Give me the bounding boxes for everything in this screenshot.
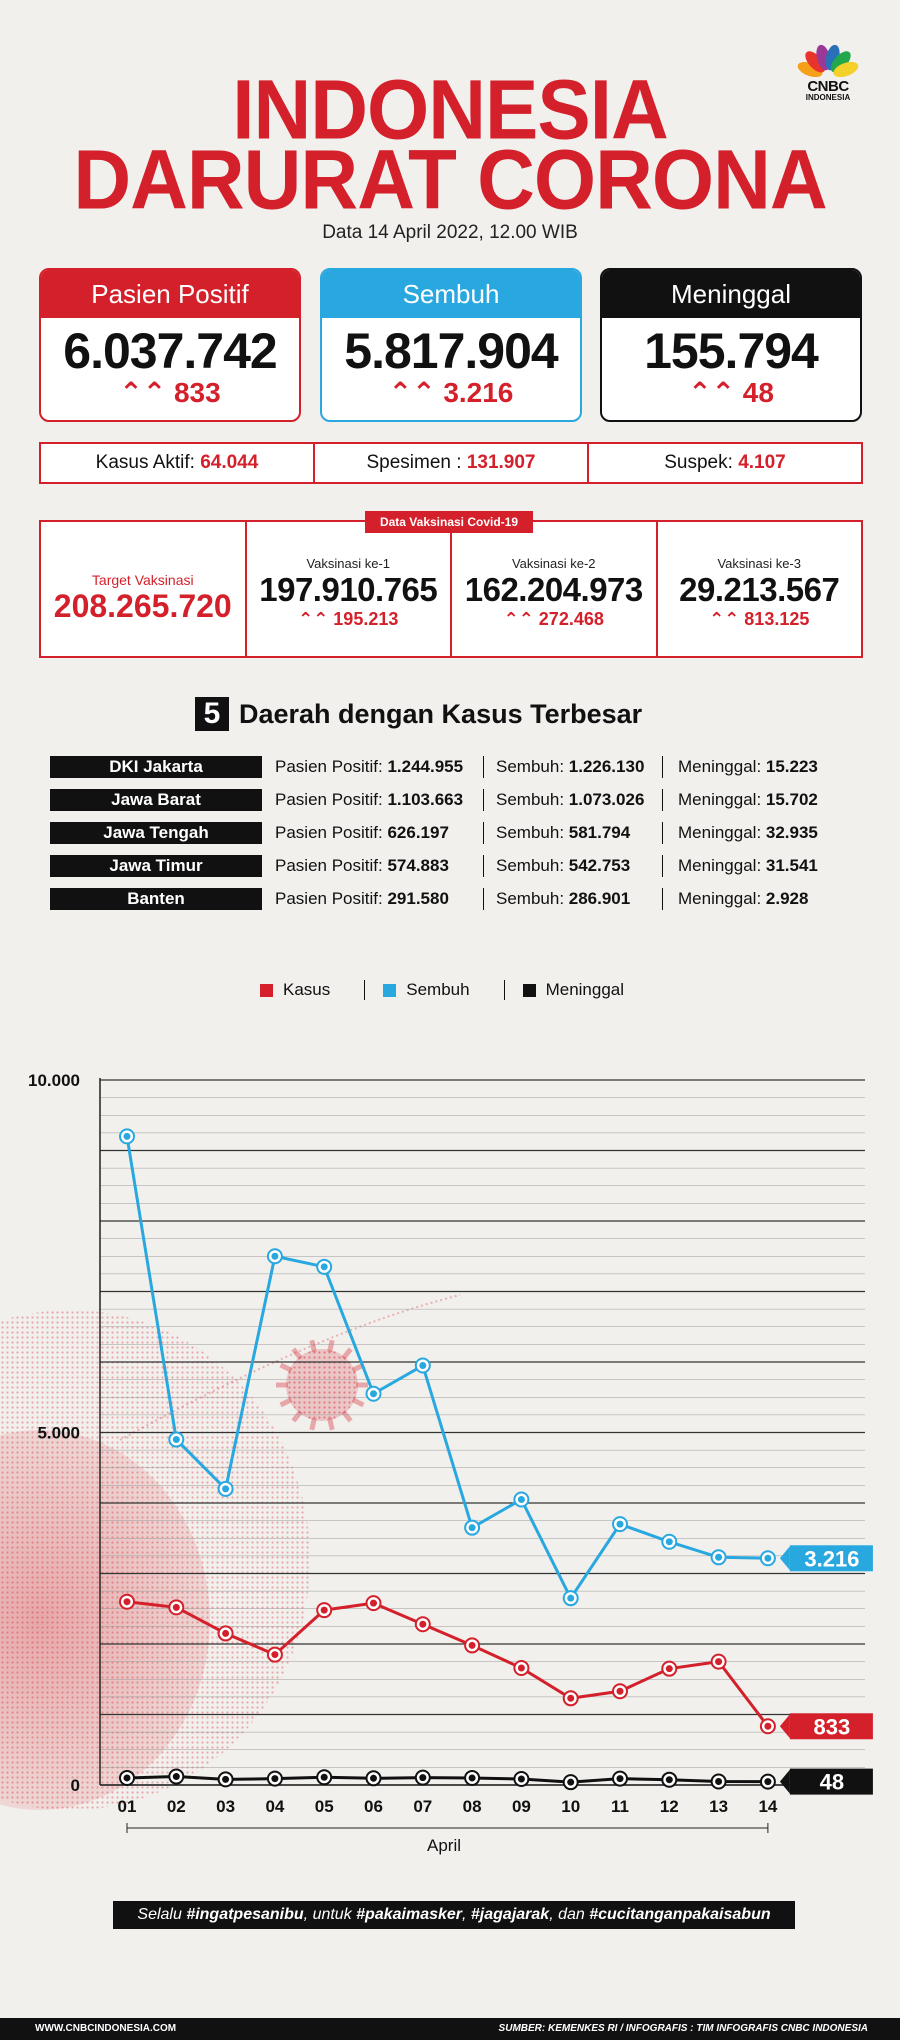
region-label: Pasien Positif:	[275, 823, 388, 842]
region-row	[50, 822, 860, 844]
data-point-kasus	[613, 1684, 627, 1698]
region-divider	[483, 789, 484, 811]
region-value: 581.794	[568, 823, 631, 842]
data-point-sembuh	[219, 1482, 233, 1496]
data-point-meninggal	[662, 1773, 676, 1787]
dose-delta-value: 195.213	[333, 609, 399, 629]
data-point-kasus	[514, 1661, 528, 1675]
dose-delta-value: 272.468	[538, 609, 604, 629]
region-name: Jawa Tengah	[50, 822, 262, 844]
data-point-meninggal	[367, 1771, 381, 1785]
data-point-sembuh	[169, 1433, 183, 1447]
region-divider	[662, 822, 663, 844]
regions-number: 5	[195, 697, 229, 731]
data-point-sembuh	[613, 1517, 627, 1531]
legend-item-sembuh	[383, 980, 469, 1000]
region-meninggal	[678, 855, 818, 877]
end-label-text: 3.216	[804, 1546, 860, 1572]
stat-value: 6.037.742	[63, 323, 277, 379]
summary-strip	[39, 442, 863, 484]
region-row	[50, 789, 860, 811]
dose-value: 162.204.973	[464, 571, 643, 608]
region-sembuh	[496, 888, 630, 910]
region-value: 1.226.130	[568, 757, 645, 776]
region-sembuh	[496, 822, 630, 844]
region-value: 542.753	[568, 856, 631, 875]
data-point-sembuh	[465, 1521, 479, 1535]
region-value: 15.223	[765, 757, 818, 776]
stat-box-sembuh	[320, 268, 582, 422]
region-label: Sembuh:	[496, 889, 569, 908]
dose-delta	[452, 609, 656, 630]
summary-value: 64.044	[200, 452, 259, 473]
data-date: Data 14 April 2022, 12.00 WIB	[322, 222, 578, 243]
dose-label: Vaksinasi ke-1	[306, 556, 391, 571]
region-meninggal	[678, 888, 808, 910]
region-value: 1.103.663	[387, 790, 464, 809]
legend-item-kasus	[260, 980, 330, 1000]
title-line-2: DARURAT CORONA	[73, 132, 827, 227]
double-chevron-up-icon: ⌃⌃	[298, 609, 329, 629]
dose-delta-value: 813.125	[744, 609, 810, 629]
x-tick-label: 01	[117, 1797, 137, 1816]
region-meninggal	[678, 789, 818, 811]
data-point-sembuh	[662, 1535, 676, 1549]
hashtag: #jagajarak	[470, 1906, 550, 1923]
x-tick-label: 10	[561, 1797, 581, 1816]
slogan-bar	[113, 1901, 795, 1929]
region-divider	[483, 756, 484, 778]
data-point-kasus	[465, 1638, 479, 1652]
stat-value: 5.817.904	[344, 323, 558, 379]
region-label: Sembuh:	[496, 757, 569, 776]
region-value: 1.244.955	[387, 757, 464, 776]
x-tick-label: 05	[314, 1797, 334, 1816]
data-point-kasus	[169, 1600, 183, 1614]
slogan-text: ,	[462, 1906, 471, 1923]
data-point-kasus	[120, 1595, 134, 1609]
stat-label: Meninggal	[602, 270, 860, 318]
data-point-meninggal	[317, 1770, 331, 1784]
legend-label: Kasus	[283, 980, 331, 999]
x-tick-label: 02	[166, 1797, 186, 1816]
summary-value: 4.107	[738, 452, 786, 473]
region-label: Meninggal:	[678, 757, 766, 776]
summary-value: 131.907	[466, 452, 536, 473]
chart-legend	[260, 978, 624, 1002]
region-label: Pasien Positif:	[275, 790, 388, 809]
region-value: 1.073.026	[568, 790, 645, 809]
legend-swatch	[260, 984, 273, 997]
legend-divider	[504, 980, 505, 1000]
end-label-meninggal	[780, 1769, 873, 1795]
logo-subtext: INDONESIA	[805, 93, 851, 102]
summary-label: Suspek:	[664, 452, 739, 473]
data-point-meninggal	[514, 1772, 528, 1786]
region-positif	[275, 888, 449, 910]
data-point-kasus	[761, 1719, 775, 1733]
regions-heading	[195, 696, 642, 732]
dose-delta	[658, 609, 862, 630]
x-tick-label: 12	[659, 1797, 679, 1816]
region-value: 32.935	[765, 823, 818, 842]
x-tick-label: 06	[364, 1797, 383, 1816]
region-positif	[275, 855, 449, 877]
region-divider	[483, 888, 484, 910]
stat-delta-value: 833	[173, 377, 221, 408]
slogan-text: , untuk	[303, 1906, 357, 1923]
x-tick-label: 13	[709, 1797, 729, 1816]
summary-label: Kasus Aktif:	[95, 452, 201, 473]
region-row	[50, 888, 860, 910]
stat-delta-value: 3.216	[443, 377, 514, 408]
data-point-sembuh	[317, 1260, 331, 1274]
x-axis-label: April	[426, 1836, 462, 1855]
stat-value: 155.794	[644, 323, 818, 379]
region-sembuh	[496, 855, 630, 877]
region-positif	[275, 789, 463, 811]
data-point-kasus	[367, 1596, 381, 1610]
data-point-kasus	[416, 1617, 430, 1631]
region-divider	[662, 789, 663, 811]
legend-divider	[364, 980, 365, 1000]
region-positif	[275, 822, 449, 844]
region-label: Meninggal:	[678, 823, 766, 842]
data-point-kasus	[662, 1662, 676, 1676]
data-point-kasus	[219, 1626, 233, 1640]
footer-source: SUMBER: KEMENKES RI / INFOGRAFIS : TIM INFOGRAFIS CNBC INDONESIA	[498, 2023, 868, 2034]
data-point-meninggal	[465, 1771, 479, 1785]
data-point-sembuh	[712, 1550, 726, 1564]
region-label: Meninggal:	[678, 856, 766, 875]
stat-label: Sembuh	[322, 270, 580, 318]
double-chevron-up-icon: ⌃⌃	[709, 609, 740, 629]
region-value: 31.541	[765, 856, 818, 875]
x-tick-label: 07	[413, 1797, 433, 1816]
region-divider	[483, 855, 484, 877]
vaccination-panel	[39, 520, 863, 658]
data-point-kasus	[268, 1648, 282, 1662]
slogan-text: Selalu	[137, 1906, 187, 1923]
region-value: 15.702	[765, 790, 818, 809]
hashtag: #pakaimasker	[356, 1906, 463, 1923]
region-sembuh	[496, 789, 644, 811]
region-label: Meninggal:	[678, 889, 766, 908]
slogan-text: , dan	[549, 1906, 590, 1923]
legend-label: Meninggal	[545, 980, 625, 999]
region-value: 626.197	[387, 823, 449, 842]
stat-delta	[322, 378, 580, 408]
summary-label: Spesimen :	[366, 452, 467, 473]
dose-delta	[247, 609, 451, 630]
x-tick-label: 08	[462, 1797, 482, 1816]
stat-delta	[41, 378, 299, 408]
x-tick-label: 04	[265, 1797, 285, 1816]
data-point-sembuh	[514, 1492, 528, 1506]
data-point-sembuh	[416, 1359, 430, 1373]
hashtag: #cucitanganpakaisabun	[589, 1906, 771, 1923]
summary-kasus-aktif	[41, 444, 315, 482]
data-point-sembuh	[268, 1249, 282, 1263]
region-label: Meninggal:	[678, 790, 766, 809]
region-divider	[662, 888, 663, 910]
end-label-sembuh	[780, 1545, 873, 1571]
target-value: 208.265.720	[53, 588, 232, 624]
y-tick-label: 0	[70, 1776, 80, 1795]
region-label: Pasien Positif:	[275, 889, 388, 908]
virus-background-decoration	[0, 1295, 460, 1810]
legend-swatch	[523, 984, 536, 997]
data-point-kasus	[317, 1603, 331, 1617]
region-name: Jawa Barat	[50, 789, 262, 811]
x-tick-label: 11	[611, 1797, 629, 1816]
data-point-meninggal	[268, 1772, 282, 1786]
region-value: 286.901	[568, 889, 631, 908]
vaccination-target	[41, 522, 247, 656]
data-point-sembuh	[120, 1129, 134, 1143]
logo-text: CNBC	[807, 78, 849, 95]
footer-website-link[interactable]: WWW.CNBCINDONESIA.COM	[35, 2023, 177, 2034]
region-label: Pasien Positif:	[275, 856, 388, 875]
region-meninggal	[678, 822, 818, 844]
double-chevron-up-icon: ⌃⌃	[119, 377, 167, 408]
region-row	[50, 855, 860, 877]
dose-value: 29.213.567	[679, 571, 840, 608]
data-point-meninggal	[761, 1775, 775, 1789]
region-label: Pasien Positif:	[275, 757, 388, 776]
region-value: 2.928	[765, 889, 809, 908]
legend-label: Sembuh	[406, 980, 470, 999]
stat-label: Pasien Positif	[41, 270, 299, 318]
region-value: 574.883	[387, 856, 449, 875]
dose-value: 197.910.765	[259, 571, 438, 608]
data-point-meninggal	[120, 1771, 134, 1785]
data-point-meninggal	[613, 1772, 627, 1786]
region-row	[50, 756, 860, 778]
x-tick-label: 09	[511, 1797, 531, 1816]
end-label-text: 833	[813, 1714, 851, 1740]
data-point-meninggal	[712, 1774, 726, 1788]
title-line-1: INDONESIA	[232, 62, 668, 157]
legend-item-meninggal	[523, 980, 624, 1000]
y-tick-label: 10.000	[28, 1071, 80, 1090]
region-meninggal	[678, 756, 818, 778]
data-point-meninggal	[169, 1770, 183, 1784]
double-chevron-up-icon: ⌃⌃	[388, 377, 436, 408]
dose-label: Vaksinasi ke-3	[717, 556, 802, 571]
target-label: Target Vaksinasi	[91, 572, 194, 588]
data-point-meninggal	[416, 1771, 430, 1785]
double-chevron-up-icon: ⌃⌃	[503, 609, 534, 629]
vaccination-tag: Data Vaksinasi Covid-19	[365, 511, 533, 533]
data-point-sembuh	[367, 1387, 381, 1401]
region-value: 291.580	[387, 889, 449, 908]
x-tick-label: 14	[758, 1797, 778, 1816]
vaccination-dose-3	[658, 522, 862, 656]
region-label: Sembuh:	[496, 790, 569, 809]
region-divider	[662, 756, 663, 778]
dose-label: Vaksinasi ke-2	[511, 556, 596, 571]
region-name: Jawa Timur	[50, 855, 262, 877]
region-name: Banten	[50, 888, 262, 910]
region-positif	[275, 756, 463, 778]
region-divider	[483, 822, 484, 844]
summary-spesimen	[315, 444, 589, 482]
legend-swatch	[383, 984, 396, 997]
region-sembuh	[496, 756, 644, 778]
data-point-sembuh	[761, 1551, 775, 1565]
vaccination-dose-2	[452, 522, 658, 656]
stat-delta	[602, 378, 860, 408]
regions-heading-text: Daerah dengan Kasus Terbesar	[239, 698, 643, 729]
end-label-kasus	[780, 1713, 873, 1739]
data-point-kasus	[712, 1655, 726, 1669]
footer-bar	[0, 2018, 900, 2040]
y-tick-label: 5.000	[37, 1423, 80, 1443]
double-chevron-up-icon: ⌃⌃	[688, 377, 735, 408]
data-point-meninggal	[564, 1775, 578, 1789]
vaccination-dose-1	[247, 522, 453, 656]
region-label: Sembuh:	[496, 823, 569, 842]
stat-delta-value: 48	[742, 377, 774, 408]
summary-suspek	[589, 444, 861, 482]
stat-box-positif	[39, 268, 301, 422]
data-point-kasus	[564, 1691, 578, 1705]
line-chart	[0, 1060, 900, 1860]
region-name: DKI Jakarta	[50, 756, 262, 778]
region-label: Sembuh:	[496, 856, 569, 875]
end-label-text: 48	[819, 1769, 845, 1795]
region-divider	[662, 855, 663, 877]
hashtag: #ingatpesanibu	[186, 1906, 304, 1923]
data-point-sembuh	[564, 1591, 578, 1605]
data-point-meninggal	[219, 1772, 233, 1786]
stat-box-meninggal	[600, 268, 862, 422]
x-tick-label: 03	[216, 1797, 236, 1816]
